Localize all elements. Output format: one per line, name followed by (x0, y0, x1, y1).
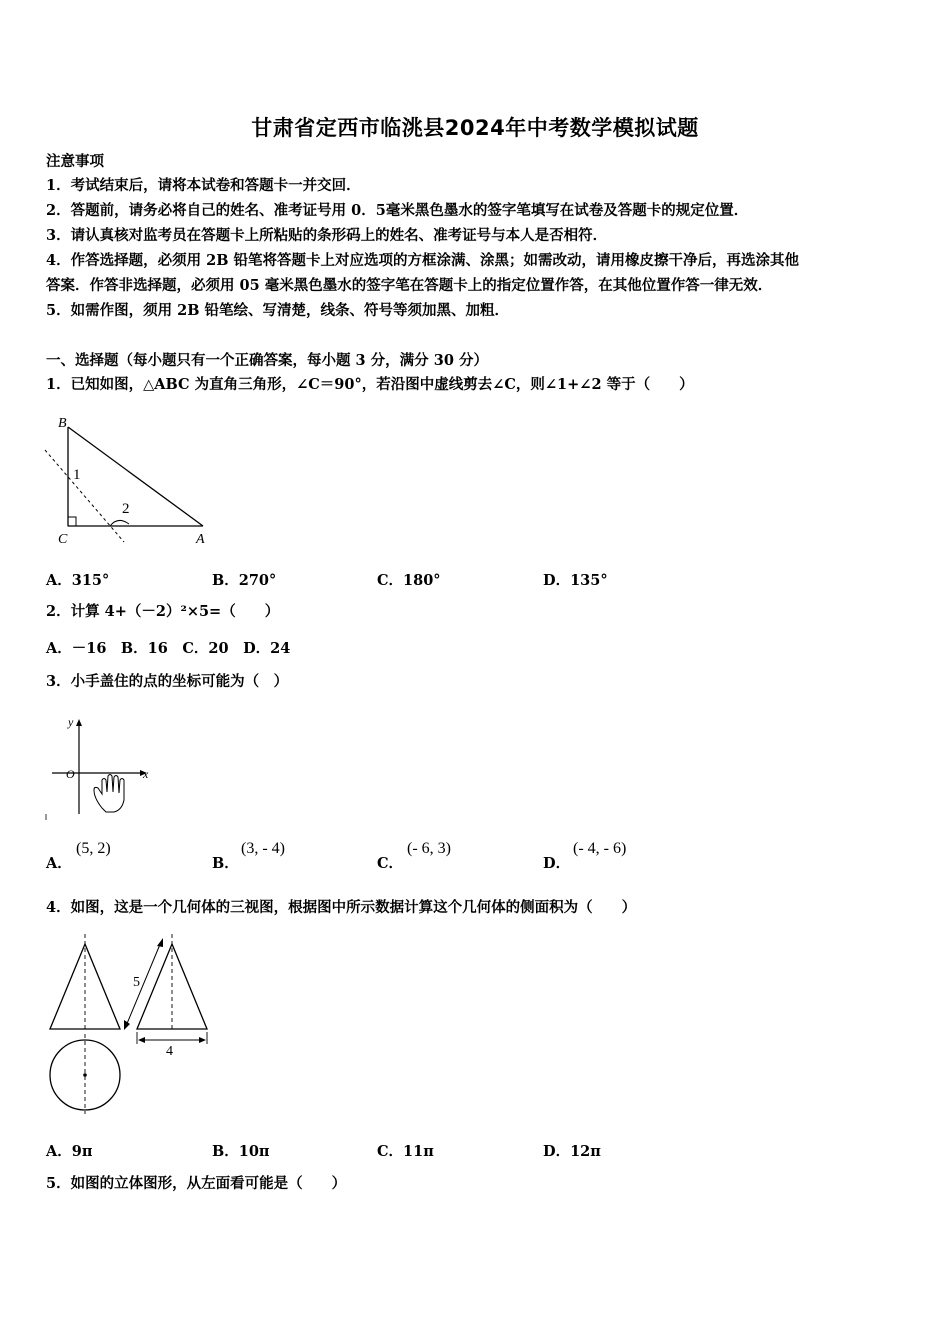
q3-option-d-letter: D． (543, 855, 571, 872)
q3-option-d-value: (- 4, - 6) (573, 840, 627, 857)
q3-option-c-letter: C． (377, 855, 404, 872)
question-4-stem: 4．如图，这是一个几何体的三视图，根据图中所示数据计算这个几何体的侧面积为（ ） (46, 899, 637, 916)
vertex-a-label: A (196, 532, 205, 547)
notice-item: 答案．作答非选择题，必须用 05 毫米黑色墨水的签字笔在答题卡上的指定位置作答，在其他位置作答一律无效． (46, 277, 773, 294)
q4-option-c: C．11π (377, 1143, 434, 1160)
notice-item: 4．作答选择题，必须用 2B 铅笔将答题卡上对应选项的方框涂满、涂黑；如需改动，请用橡皮擦干净后，再选涂其他 (46, 252, 800, 269)
q3-option-c-value: (- 6, 3) (407, 840, 451, 857)
q1-option-c: C．180° (377, 572, 441, 589)
page-title: 甘肃省定西市临洮县2024年中考数学模拟试题 (251, 116, 699, 140)
question-5-stem: 5．如图的立体图形，从左面看可能是（ ） (46, 1175, 347, 1192)
q3-option-a-value: (5, 2) (76, 840, 111, 857)
section-heading: 一、选择题（每小题只有一个正确答案，每小题 3 分，满分 30 分） (46, 352, 488, 369)
question-3-axes-figure (44, 714, 159, 822)
notice-heading: 注意事项 (46, 153, 104, 170)
q4-option-a: A．9π (46, 1143, 93, 1160)
q2-options: A．－16 B．16 C．20 D．24 (46, 640, 291, 657)
x-axis-label: x (143, 767, 149, 781)
notice-item: 3．请认真核对监考员在答题卡上所粘贴的条形码上的姓名、准考证号与本人是否相符． (46, 227, 608, 244)
q3-option-a-letter: A． (46, 855, 72, 872)
q3-option-b-value: (3, - 4) (241, 840, 285, 857)
question-1-stem: 1．已知如图，△ABC 为直角三角形，∠C＝90°，若沿图中虚线剪去∠C，则∠1+∠2 等于（ ） (46, 376, 694, 393)
angle-1-label: 1 (73, 467, 81, 483)
notice-item: 5．如需作图，须用 2B 铅笔绘、写清楚，线条、符号等须加黑、加粗． (46, 302, 510, 319)
question-4-three-views-figure (44, 934, 219, 1119)
y-axis-label: y (68, 715, 74, 729)
q1-option-b: B．270° (212, 572, 277, 589)
vertex-c-label: C (58, 532, 68, 547)
question-3-stem: 3．小手盖住的点的坐标可能为（ ） (46, 673, 289, 690)
q1-option-d: D．135° (543, 572, 608, 589)
notice-item: 1．考试结束后，请将本试卷和答题卡一并交回． (46, 177, 361, 194)
hand-icon (94, 775, 124, 813)
question-1-triangle-figure (40, 412, 215, 547)
origin-label: O (66, 767, 75, 781)
vertex-b-label: B (58, 416, 67, 431)
q4-option-d: D．12π (543, 1143, 601, 1160)
slant-height-label: 5 (133, 975, 140, 990)
notice-item: 2．答题前，请务必将自己的姓名、准考证号用 0．5毫米黑色墨水的签字笔填写在试卷及答题卡的规定位置． (46, 202, 749, 219)
q3-option-b-letter: B． (212, 855, 239, 872)
base-width-label: 4 (166, 1044, 173, 1059)
q4-option-b: B．10π (212, 1143, 270, 1160)
question-2-stem: 2．计算 4+（－2）²×5=（ ） (46, 603, 280, 620)
q1-option-a: A．315° (46, 572, 110, 589)
angle-2-label: 2 (122, 501, 130, 517)
